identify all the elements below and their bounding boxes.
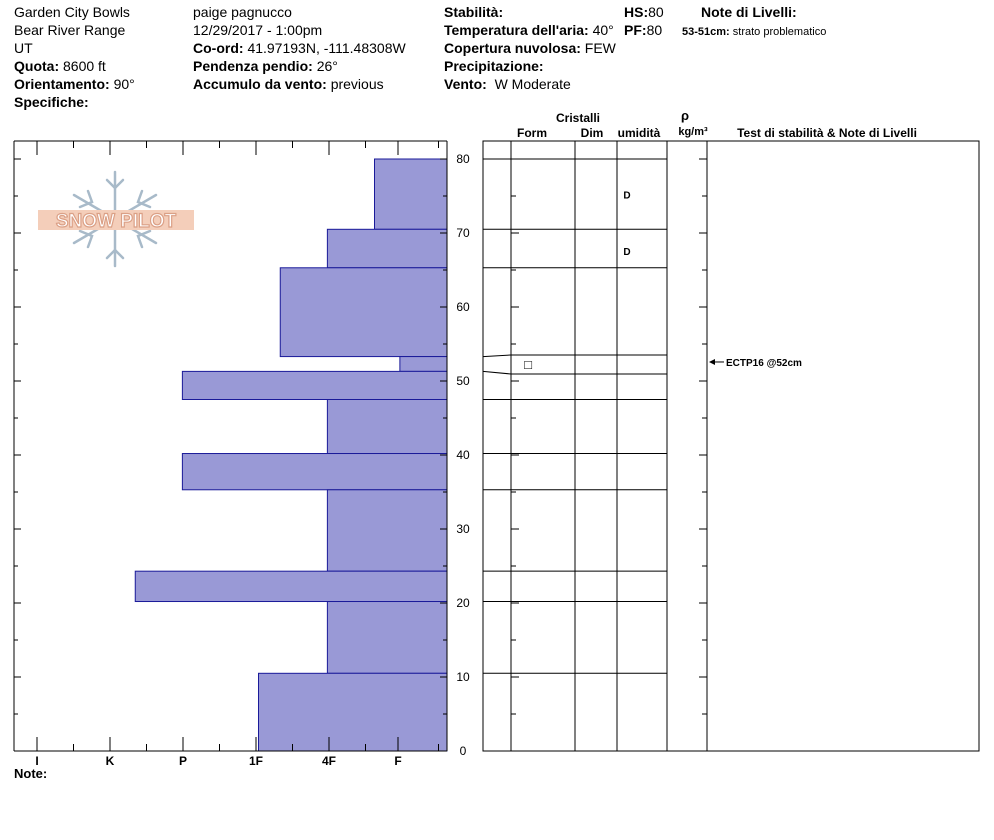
hardness-bar-2 [327,229,447,267]
aspect-value: 90° [113,76,135,92]
form-header: Form [517,126,547,140]
hardness-label-k: K [105,754,115,768]
coords-label: Co-ord: [193,40,244,56]
air-temp-label: Temperatura dell'aria: [444,22,589,38]
density-unit: kg/m³ [678,126,708,138]
height-label: 60 [456,300,470,314]
density-symbol: ρ [680,108,690,123]
tests-notes-header: Test di stabilità & Note di Livelli [737,126,917,140]
coords-value: 41.97193N, -111.48308W [247,40,406,56]
height-label: 10 [456,670,470,684]
hs-label: HS: [624,4,649,20]
hardness-bar-11 [259,673,448,751]
notes-label: Note: [14,766,48,781]
hardness-bar-4 [400,357,447,372]
height-label: 0 [459,744,467,758]
grain-form-mark: □ [524,356,532,372]
height-label: 80 [456,152,470,166]
hardness-bar-10 [327,602,447,674]
observer-name: paige pagnucco [193,4,292,20]
pf-value: 80 [646,22,663,38]
hardness-bar-8 [327,490,447,571]
stability-test-label: ECTP16 @52cm [726,357,802,369]
moisture-mark: D [623,246,631,258]
snowpilot-logo [38,172,194,266]
hardness-label-1f: 1F [248,754,264,768]
wind-value: W Moderate [494,76,571,92]
pf-label: PF: [624,22,647,38]
layers-table [483,141,979,751]
hardness-bar-9 [135,571,447,601]
layer-note-range: 53-51cm: [682,26,730,38]
hardness-bar-1 [375,159,448,229]
stability-label: Stabilità: [444,4,504,20]
layer-notes-label: Note di Livelli: [701,4,797,20]
size-header: Dim [580,126,604,140]
hs-value: 80 [648,4,664,20]
height-label: 50 [456,374,470,388]
height-label: 70 [456,226,470,240]
elevation-value: 8600 ft [63,58,106,74]
slope-label: Pendenza pendio: [193,58,313,74]
hardness-bar-5 [182,371,447,399]
hardness-bar-7 [182,454,447,490]
hardness-bar-3 [280,268,447,357]
moisture-header: umidità [617,126,661,140]
elevation-label: Quota: [14,58,60,74]
observation-datetime: 12/29/2017 - 1:00pm [193,22,323,38]
cloud-value: FEW [584,40,616,56]
hardness-label-i: I [35,754,39,768]
range-name: Bear River Range [14,22,126,38]
height-label: 30 [456,522,470,536]
precip-label: Precipitazione: [444,58,544,74]
specifics-label: Specifiche: [14,94,89,110]
wind-loading-value: previous [330,76,384,92]
state-name: UT [14,40,33,56]
hardness-scale-labels [35,754,401,768]
height-axis-labels [456,152,470,758]
hardness-bar-6 [327,400,447,454]
slope-value: 26° [316,58,338,74]
layer-note-text: strato problematico [732,26,827,38]
layers-table-frame [483,141,979,751]
height-label: 20 [456,596,470,610]
hardness-bars [135,159,447,751]
aspect-label: Orientamento: [14,76,110,92]
location-name: Garden City Bowls [14,4,130,20]
moisture-mark: D [623,190,631,202]
air-temp-value: 40° [592,22,614,38]
crystals-header: Cristalli [555,111,601,125]
cloud-label: Copertura nuvolosa: [444,40,581,56]
wind-loading-label: Accumulo da vento: [193,76,327,92]
test-arrow-icon [709,359,715,365]
hardness-label-p: P [178,754,188,768]
hardness-label-f: F [394,754,402,768]
hardness-label-4f: 4F [321,754,337,768]
logo-text: SNOW PILOT [55,211,177,232]
height-label: 40 [456,448,470,462]
wind-label: Vento: [444,76,487,92]
